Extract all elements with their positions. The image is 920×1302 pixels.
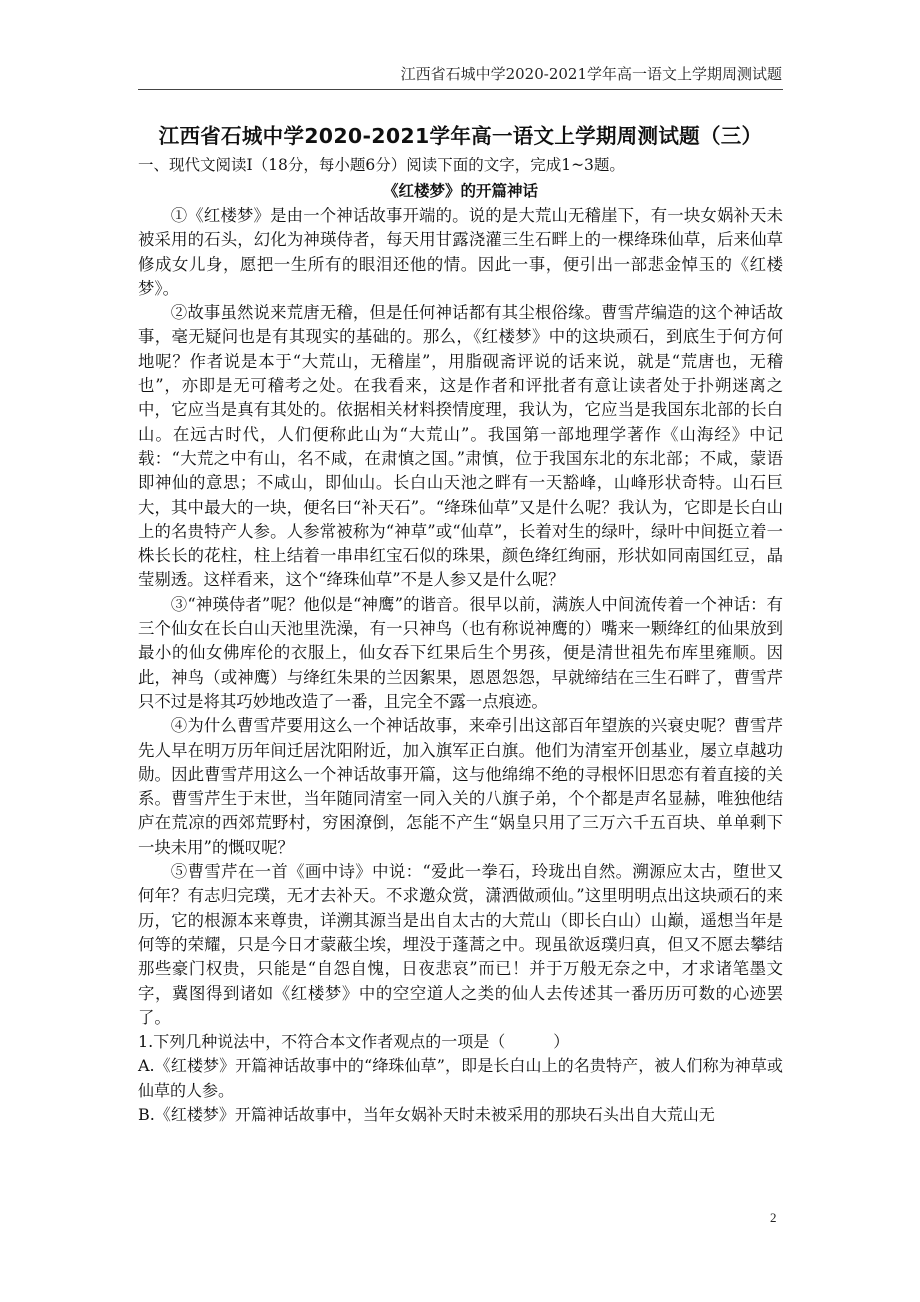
paragraph-2: ②故事虽然说来荒唐无稽，但是任何神话都有其尘根俗缘。曹雪芹编造的这个神话故事，毫无疑问也是有其现实的基础的。那么，《红楼梦》中的这块顽石，到底生于何方何地呢？作者说是本于“大荒山，无稽崖”，用脂砚斋评说的话来说，就是“荒唐也，无稽也”，亦即是无可稽考之处。在我看来，这是作者和评批者有意让读者处于扑朔迷离之中，它应当是真有其处的。依据相关材料揆情度理，我认为，它应当是我国东北部的长白山。在远古时代，人们便称此山为“大荒山”。我国第一部地理学著作《山海经》中记载：“大荒之中有山，名不咸，在肃慎之国。”肃慎，位于我国东北的东北部；不咸，蒙语即神仙的意思；不咸山，即仙山。长白山天池之畔有一天豁峰，山峰形状奇特。山石巨大，其中最大的一块，便名曰“补天石”。“绛珠仙草”又是什么呢？我认为，它即是长白山上的名贵特产人参。人参常被称为“神草”或“仙草”，长着对生的绿叶，绿叶中间挺立着一株长长的花柱，柱上结着一串串红宝石似的珠果，颜色绛红绚丽，形状如同南国红豆，晶莹剔透。这样看来，这个“绛珠仙草”不是人参又是什么呢？ — [138, 303, 783, 590]
article-title: 《红楼梦》的开篇神话 — [382, 182, 538, 200]
section-heading: 一、现代文阅读Ⅰ（18分，每小题6分）阅读下面的文字，完成1~3题。 — [138, 156, 625, 174]
question-1-stem: 1.下列几种说法中，不符合本文作者观点的一项是（ ） — [138, 1032, 570, 1052]
running-header: 江西省石城中学2020-2021学年高一语文上学期周测试题 — [400, 65, 782, 83]
paragraph-3: ③“神瑛侍者”呢？他似是“神鹰”的谐音。很早以前，满族人中间流传着一个神话：有三个仙女在长白山天池里洗澡，有一只神鸟（也有称说神鹰的）嘴来一颗绛红的仙果放到最小的仙女佛库伦的衣服上，仙女吞下红果后生个男孩，便是清世祖先布库里雍顺。因此，神鸟（或神鹰）与绛红朱果的兰因絮果，恩恩怨怨，早就缔结在三生石畔了，曹雪芹只不过是将其巧妙地改造了一番，且完全不露一点痕迹。 — [138, 594, 783, 711]
page-title: 江西省石城中学2020-2021学年高一语文上学期周测试题（三） — [158, 124, 763, 148]
question-1-option-b: B.《红楼梦》开篇神话故事中，当年女娲补天时未被采用的那块石头出自大荒山无 — [138, 1104, 715, 1124]
question-1-option-a: A.《红楼梦》开篇神话故事中的“绛珠仙草”，即是长白山上的名贵特产，被人们称为神草或仙草的人参。 — [138, 1056, 783, 1100]
paragraph-4: ④为什么曹雪芹要用这么一个神话故事，来牵引出这部百年望族的兴衰史呢？曹雪芹先人早在明万历年间迁居沈阳附近，加入旗军正白旗。他们为清室开创基业，屡立卓越功勋。因此曹雪芹用这么一个神话故事开篇，这与他绵绵不绝的寻根怀旧思恋有着直接的关系。曹雪芹生于末世，当年随同清室一同入关的八旗子弟，个个都是声名显赫，唯独他结庐在荒凉的西郊荒野村，穷困潦倒，怎能不产生“娲皇只用了三万六千五百块、单单剩下一块未用”的慨叹呢？ — [138, 716, 783, 857]
paragraph-1: ①《红楼梦》是由一个神话故事开端的。说的是大荒山无稽崖下，有一块女娲补天未被采用的石头，幻化为神瑛侍者，每天用甘露浇灌三生石畔上的一棵绛珠仙草，后来仙草修成女儿身，愿把一生所有的眼泪还他的情。因此一事，便引出一部悲金悼玉的《红楼梦》。 — [138, 206, 783, 298]
header-divider — [138, 89, 783, 90]
page-number: 2 — [770, 1210, 777, 1225]
paragraph-5: ⑤曹雪芹在一首《画中诗》中说：“爱此一拳石，玲珑出自然。溯源应太古，堕世又何年？有志归完璞，无才去补天。不求邀众赏，潇洒做顽仙。”这里明明点出这块顽石的来历，它的根源本来尊贵，详溯其源当是出自太古的大荒山（即长白山）山巅，遥想当年是何等的荣耀，只是今日才蒙蔽尘埃，埋没于蓬蒿之中。现虽欲返璞归真，但又不愿去攀结那些豪门权贵，只能是“自怨自愧，日夜悲哀”而已！并于万般无奈之中，才求诸笔墨文字，冀图得到诸如《红楼梦》中的空空道人之类的仙人去传述其一番历历可数的心迹罢了。 — [138, 862, 783, 1027]
document-body — [138, 120, 783, 1127]
